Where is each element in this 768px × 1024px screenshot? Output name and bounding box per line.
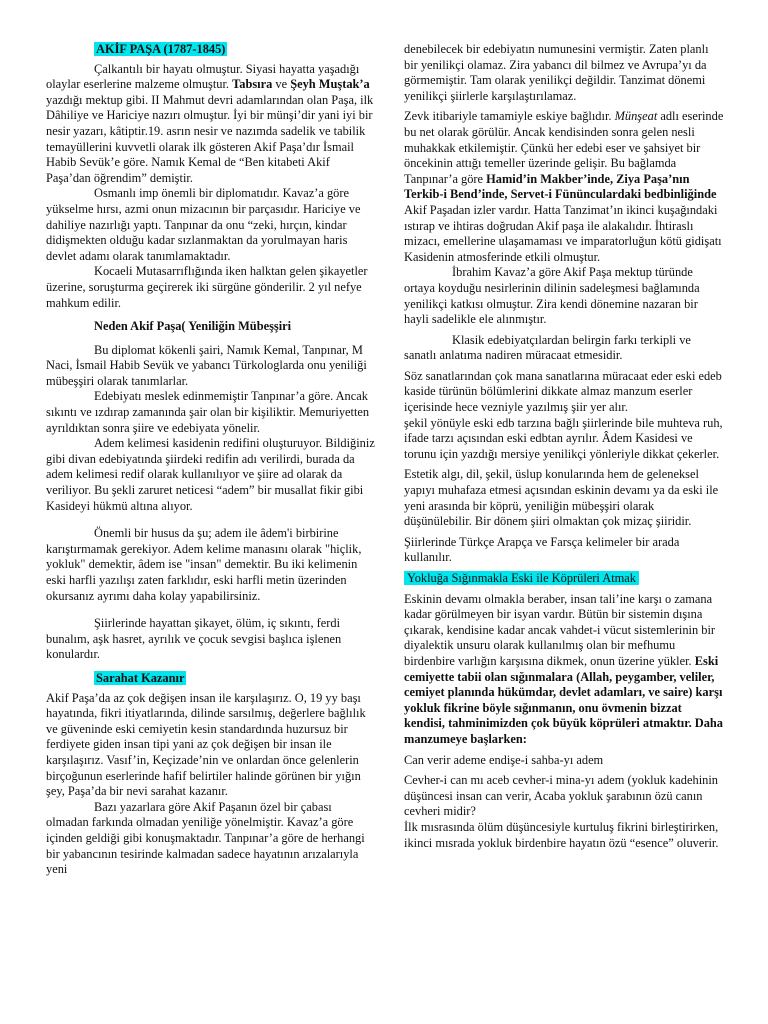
- paragraph: Estetik algı, dil, şekil, üslup konularında hem de geleneksel yapıyı muhafaza etmesi açısından eskinin devamı ya da eski ile yeni arasında bir köprü, yeniliğin mübeşşiri olarak düşünülebilir. Bir dönem şiiri olmaktan çok mizaç şiiridir.: [404, 467, 719, 529]
- section-title: AKİF PAŞA (1787-1845): [96, 42, 226, 56]
- paragraph: Şiirlerinde Türkçe Arapça ve Farsça kelimeler bir arada kullanılır.: [404, 534, 680, 565]
- paragraph: şekil yönüyle eski edb tarzına bağlı şiirlerinde bile muhteva ruh, ifade tarzı açısından eski edbtan ayrılır. Âdem Kasidesi ve torunu için yazdığı mersiye yenilikçi yönleriyle dikkat çekerler.: [404, 415, 723, 461]
- left-column: [46, 42, 376, 878]
- verse-line: Can verir ademe endişe-i sahba-yı adem: [404, 752, 604, 767]
- paragraph: Edebiyatı meslek edinmemiştir Tanpınar’a göre. Ancak sıkıntı ve ızdırap zamanında şair olan bir kişiliktir. Memuriyetten ayrıldıktan sonra şiire ve edebiyata yönelir.: [46, 389, 370, 435]
- paragraph: Zevk itibariyle tamamiyle eskiye bağlıdır. Münşeat adlı eserinde bu net olarak görülür. Ancak kendisinden sonra gelen nesli muhakkak etkilemiştir. Çünkü her edebi eser ve şahsiyet bir öncekinin attığı temeller üzerinde gelişir. Bu bağlamda Tanpınar’a göre Hamid’in Makber’inde, Ziya Paşa’nın Terkib-i Bend’inde, Servet-i Fününculardaki bedbinliğinde Akif Paşadan izler vardır. Hatta Tanzimat’ın ikinci kuşağındaki ıstırap ve ihtiras doğrudan Akif paşa ile alakalıdır. İhtiraslı mizacı, emellerine ulaşamaması ve imparatorluğun kötü gidişatı Kasidenin atmosferinde etkili olmuştur.: [404, 109, 724, 264]
- paragraph: Osmanlı imp önemli bir diplomatıdır. Kavaz’a göre yükselme hırsı, azmi onun mizacının bir parçasıdır. Hariciye ve dahiliye nazırlığı yaptı. Tanpınar da onu “zeki, hırçın, kindar didişmekten olduğu kadar sızlanmaktan da yorulmayan haris devlet adamı olarak tanımlamaktadır.: [46, 186, 361, 263]
- paragraph: Eskinin devamı olmakla beraber, insan tali’ine karşı o zamana kadar görülmeyen bir isyan vardır. Bütün bir sistemin dışına çıkarak, kendisine kadar ancak vahdet-i vücut sistemlerinin bir diyalektik unsuru olarak kullanılmış olan bir mefhumu birdenbire varlığın karşısına dikmek, onun üzerine yükler. Eski cemiyette tabii olan sığınmalara (Allah, peygamber, veliler, cemiyet planında hükümdar, devlet adamları, ve saire) karşı yokluk fikrine böyle sığınmanın, onu övmenin bizzat kendisi, tahminimizden çok büyük köprüleri atmaktır. Daha manzumeye başlarken:: [404, 591, 724, 746]
- paragraph: Bu diplomat kökenli şairi, Namık Kemal, Tanpınar, M Naci, İsmail Habib Sevük ve yabancı Türkologlarda onu yeniliği mübeşşiri olarak tanımlarlar.: [46, 342, 367, 388]
- right-column: [404, 42, 724, 851]
- subheading: Neden Akif Paşa( Yeniliğin Mübeşşiri: [94, 319, 292, 334]
- paragraph: Söz sanatlarından çok mana sanatlarına müracaat eder eski edeb kaside türünün bölümlerini dikkate almaz manzum eserler içerisinde hece vezniyle yazılmış şiir yer alır.: [404, 368, 722, 415]
- subheading-highlight: Sarahat Kazanır: [96, 670, 185, 685]
- paragraph: Akif Paşa’da az çok değişen insan ile karşılaşırız. O, 19 yy başı hayatında, fikri itiyatlarında, dilinde sarsılmış, değerlere bağlılık ve güveninde eski cemiyetin kesin standardında huzursuz bir ferdiyete giden insan tipi yani az çok değişen bir insan ile karşılaşırız. Vasıf’in, Keçizade’nin ve onlardan önce gelenlerin birçoğunun eserlerinde hafif belirtiler halinde görünen bir yığın şey, Paşa’da bir nevi sarahat kazanır.: [46, 690, 366, 799]
- subheading-highlight: Yokluğa Sığınmakla Eski ile Köprüleri Atmak: [404, 571, 724, 587]
- paragraph: Adem kelimesi kasidenin redifini oluşturuyor. Bildiğiniz gibi divan edebiyatında şiirdeki redifin adı verilirdi, burada da adem kelimesi redif olarak kullanılıyor ve şiire ad olarak da veriliyor. Bu şekli zaruret neticesi “adem” bir musallat fikir gibi Kasideyi hükmü altına alıyor.: [46, 436, 375, 513]
- paragraph: İlk mısrasında ölüm düşüncesiyle kurtuluş fikrini birleştirirken, ikinci mısrada yokluk birdenbire hayatın özü “esence” oluverir.: [404, 819, 719, 850]
- paragraph: Şiirlerinde hayattan şikayet, ölüm, iç sıkıntı, ferdi bunalım, aşk hasret, ayrılık ve çocuk sevgisi başlıca işlenen konulardır.: [46, 616, 342, 662]
- paragraph: Bazı yazarlara göre Akif Paşanın özel bir çabası olmadan farkında olmadan yeniliğe yönelmiştir. Kavaz’a göre içinden geldiği gibi konuşmaktadır. Tanpınar’a göre de herhangi bir yabancının tesirinde kalmadan sadece hayatının arızalarıyla yeni: [46, 799, 365, 877]
- paragraph: Cevher-i can mı aceb cevher-i mina-yı adem (yokluk kadehinin düşüncesi insan can verir, Acaba yokluk şarabının özü canın cevheri midir?: [404, 773, 718, 819]
- paragraph: Kocaeli Mutasarrıflığında iken halktan gelen şikayetler üzerine, soruşturma geçirerek iki sürgüne gönderilir. 2 yıl nefye mahkum edilir.: [46, 264, 368, 310]
- paragraph: İbrahim Kavaz’a göre Akif Paşa mektup türünde ortaya koyduğu nesirlerinin dilinin sadeleşmesi bağlamında yenilikçi katkısı olmuştur. Zira kendi dönemine nazaran bir hayli sadelikle ele alınmıştır.: [404, 265, 700, 327]
- paragraph: Klasik edebiyatçılardan belirgin farkı terkipli ve sanatlı anlatıma nadiren müracaat etmesidir.: [404, 332, 691, 363]
- paragraph: Önemli bir husus da şu; adem ile âdem'i birbirine karıştırmamak gerekiyor. Adem kelime manasını olarak "hiçlik, yokluk" demektir, âdem ise "insan" demektir. Bu iki kelimenin eski harfli yazılışı zaten farklıdır, eski harfli metin üzerinden okursanız ayrımı daha kolay yapabilirsiniz.: [46, 526, 362, 603]
- paragraph: denebilecek bir edebiyatın numunesini vermiştir. Zaten planlı bir yenilikçi olamaz. Zira yabancı dil bilmez ve Avrupa’yı da görmemiştir. Tam olarak yenilikçi değildir. Tanzimat dönemi yenilikçi şiirlerle karşılaştırılamaz.: [404, 42, 709, 103]
- paragraph: Çalkantılı bir hayatı olmuştur. Siyasi hayatta yaşadığı olaylar eserlerine malzeme olmuştur. Tabsıra ve Şeyh Muştak’a yazdığı mektup gibi. II Mahmut devri adamlarından olan Paşa, ilk Dâhiliye ve Hariciye nazırı olmuştur. İyi bir münşi’dir yani iyi bir nesir yazarı, kâtiptir.19. asrın nesir ve nazımda sadelik ve tabilik temayüllerini kuvvetli olarak ilk gösteren Akif Paşa’dır İsmail Habib Sevük’e göre. Namık Kemal de “Ben kitabeti Akif Paşa’dan öğrendim” demiştir.: [46, 61, 374, 185]
